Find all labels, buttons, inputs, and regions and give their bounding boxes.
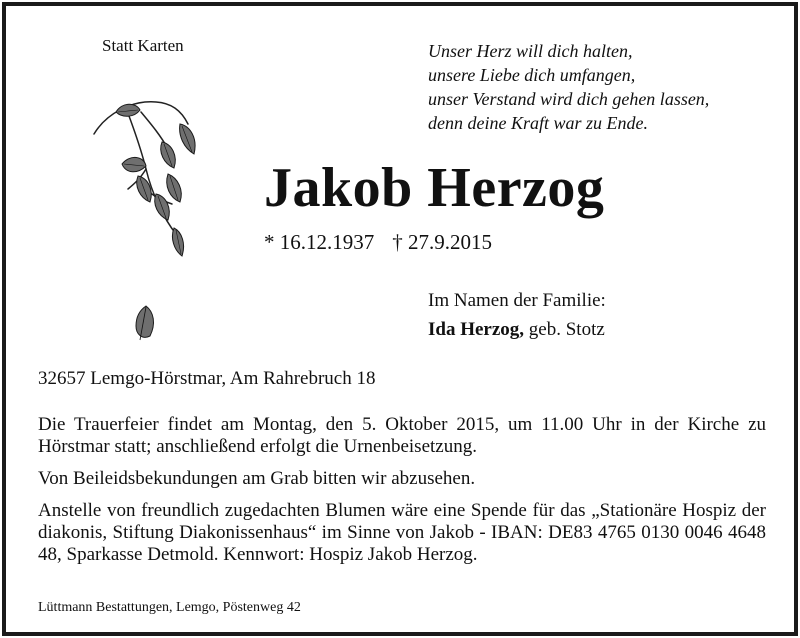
death-date: † 27.9.2015 <box>392 230 492 254</box>
signatory-birth-name: geb. Stotz <box>524 319 605 340</box>
poem-line: denn deine Kraft war zu Ende. <box>428 113 648 133</box>
deceased-name: Jakob Herzog <box>264 157 605 219</box>
poem-line: Unser Herz will dich halten, <box>428 41 633 61</box>
address: 32657 Lemgo-Hörstmar, Am Rahrebruch 18 <box>38 368 376 389</box>
statt-karten-label: Statt Karten <box>102 36 184 55</box>
birch-branch-icon <box>86 94 216 264</box>
poem-line: unsere Liebe dich umfangen, <box>428 65 636 85</box>
ceremony-paragraph: Die Trauerfeier findet am Montag, den 5. Oktober 2015, um 11.00 Uhr in der Kirche zu Hörstmar statt; anschließend erfolgt die Urnenbeisetzung. <box>38 414 766 457</box>
family-intro: Im Namen der Familie: <box>428 290 606 311</box>
donation-paragraph: Anstelle von freundlich zugedachten Blumen wäre eine Spende für das „Stationäre Hospiz der diakonis, Stiftung Diakonissenhaus“ im Sinne von Jakob - IBAN: DE83 4765 0130 0046 4648 48, Sparkasse Detmold. Kennwort: Hospiz Jakob Herzog. <box>38 500 766 565</box>
poem-line: unser Verstand wird dich gehen lassen, <box>428 89 710 109</box>
obituary-notice <box>2 2 798 636</box>
condolences-paragraph: Von Beileidsbekundungen am Grab bitten wir abzusehen. <box>38 468 476 489</box>
poem <box>428 39 709 135</box>
family-signatory <box>428 319 605 341</box>
signatory-name: Ida Herzog, <box>428 319 525 340</box>
life-dates <box>264 230 492 255</box>
birth-date: * 16.12.1937 <box>264 230 375 254</box>
funeral-home-footer: Lüttmann Bestattungen, Lemgo, Pöstenweg 42 <box>38 600 301 615</box>
falling-leaf-icon <box>132 304 158 344</box>
